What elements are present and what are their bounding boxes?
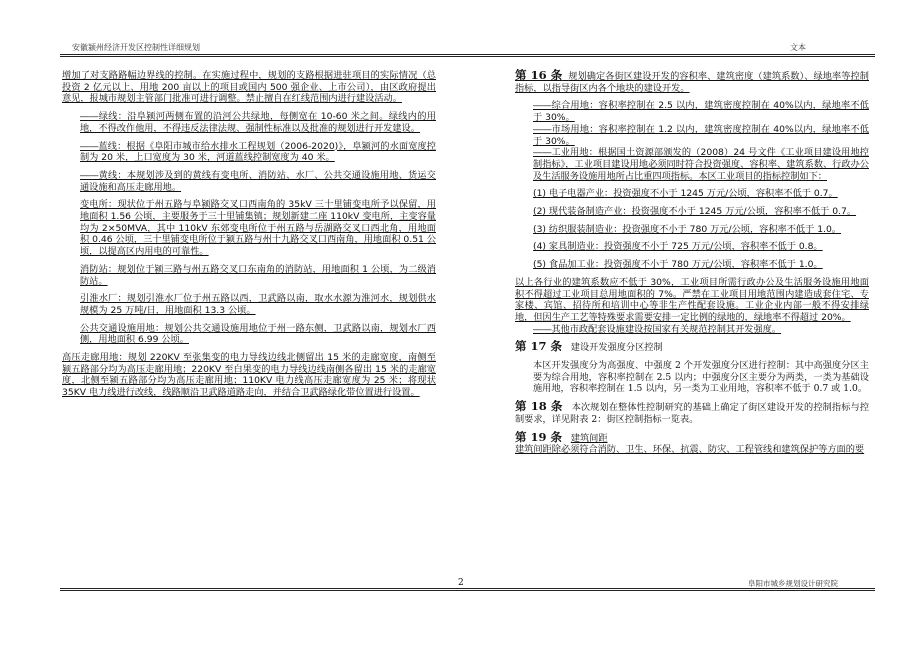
article-17-heading	[515, 341, 869, 354]
article-16-text: 规划确定各街区建设开发的容积率、建筑密度（建筑系数）、绿地率等控制指标，以指导街区内各个地块的建设开发。	[515, 71, 869, 94]
article-16-other-facilities: ――其他市政配套设施建设按国家有关规范控制其开发强度。	[533, 323, 782, 335]
footer-institute: 阜阳市城乡规划设计研究院	[748, 579, 838, 588]
article-16-item-market-land: ――市场用地：容积率控制在 1.2 以内，建筑密度控制在 40%以内，绿地率不低于 30%。	[533, 123, 869, 147]
paragraph-yellow-line: ――黄线：本规划涉及到的黄线有变电所、消防站、水厂、公共交通设施用地、货运交通设施和高压走廊用地。	[80, 169, 436, 193]
article-17-number: 第 17 条	[515, 339, 563, 354]
right-column	[515, 70, 869, 456]
article-16-item-electronics: (1) 电子电器产业：投资强度不小于 1245 万元/公顷，容积率不低于 0.7。	[533, 188, 838, 200]
header-document-title: 安徽颍州经济开发区控制性详细规划	[72, 43, 200, 52]
footer-rule-thick	[60, 590, 875, 591]
article-16-item-food: (5) 食品加工业：投资强度不小于 780 万元/公顷，容积率不低于 1.0。	[533, 259, 823, 271]
paragraph-blue-line: ――蓝线：根据《阜阳市城市给水排水工程规划（2006-2020)》，阜颍河的水面宽度控制为 20 米，上口宽度为 30 米，河道蓝线控制宽度为 40 米。	[80, 140, 436, 164]
article-18-number: 第 18 条	[515, 399, 563, 414]
article-18-text: 本次规划在整体性控制研究的基础上确定了街区建设开发的控制指标与控制要求，详见附表 2：街区控制指标一览表。	[515, 402, 870, 425]
header-rule-thin	[60, 56, 875, 57]
article-19-title: 建筑间距	[570, 432, 608, 444]
article-16-item-industrial-land: ――工业用地：根据国土资源部颁发的（2008）24 号文件《工业项目建设用地控制指标》，工业项目建设用地必须同时符合投资强度、容积率、建筑系数、行政办公及生活服务设施用地所占比重四项指标。本区工业项目的指标控制如下：	[533, 147, 869, 182]
paragraph-water-plant: 引淮水厂：规划引淮水厂位于州五路以西，卫武路以南，取水水源为淮河水，规划供水规模为 25 万吨/日，用地面积 13.3 公顷。	[80, 293, 436, 316]
article-16	[515, 70, 869, 94]
paragraph-green-line: ――绿线：沿阜颍河两侧布置的沿河公共绿地，每侧宽在 10-60 米之间。绿线内的用地，不得改作他用，不得违反法律法规、强制性标准以及批准的规划进行开发建设。	[80, 111, 436, 134]
article-16-item-textile: (3) 纺织服装制造业：投资强度不小于 780 万元/公顷，容积率不低于 1.0。	[533, 223, 841, 235]
article-16-item-furniture: (4) 家具制造业：投资强度不小于 725 万元/公顷，容积率不低于 0.8。	[533, 241, 823, 253]
article-18	[515, 401, 869, 425]
article-16-building-coverage: 以上各行业的建筑系数应不低于 30%，工业项目所需行政办公及生活服务设施用地面积不得超过工业项目总用地面积的 7%。严禁在工业项目用地范围内建造成套住宅、专家楼、宾馆、招待所和培训中心等非生产性配套设施。工业企业内部一般不得安排绿地，但因生产工艺等特殊要求需要安排一定比例的绿地的，绿地率不得超过 20%。	[515, 276, 869, 323]
article-16-item-equipment: (2) 现代装备制造产业：投资强度不小于 1245 万元/公顷，容积率不低于 0.7。	[533, 206, 857, 218]
article-19-text: 建筑间距除必须符合消防、卫生、环保、抗震、防灾、工程管线和建筑保护等方面的要	[515, 444, 865, 456]
paragraph-high-voltage-corridor: 高压走廊用地：规划 220KV 至张集变的电力导线边线北侧留出 15 米的走廊宽度，南侧至颍五路部分均为高压走廊用地；220KV 至白果变的电力导线边线南侧各留出 15 米的走廊宽度，北侧至颍五路部分均为高压走廊用地；110KV 电力线高压走廊宽度为 25 米；将现状 35KV 电力线进行改线，线路顺沿卫武路道路走向，并结合卫武路绿化带位置进行设置。	[62, 352, 436, 399]
article-16-item-comprehensive-land: ――综合用地：容积率控制在 2.5 以内，建筑密度控制在 40%以内，绿地率不低于 30%。	[533, 100, 869, 124]
left-column	[62, 70, 436, 399]
article-19-number: 第 19 条	[515, 429, 563, 444]
paragraph-substation: 变电所：现状位于州五路与阜颍路交叉口西南角的 35kV 三十里铺变电所予以保留，用地面积 1.56 公顷，主要服务于三十里铺集镇；规划新建二座 110kV 变电所，主变容量均为 2×50MVA，其中 110kV 东郊变电所位于州五路与岳湖路交叉口西北角，用地面积 0.46 公顷，三十里铺变电所位于颍五路与州十九路交叉口西南角，用地面积 0.51 公顷，以提高区内用电的可靠性。	[80, 199, 436, 258]
article-17-text: 本区开发强度分为高强度、中强度 2 个开发强度分区进行控制：其中高强度分区主要为综合用地，容积率控制在 2.5 以内；中强度分区主要分为两类，一类为基础设施用地，容积率控制在 1.5 以内，另一类为工业用地，容积率不低于 0.7 或 1.0。	[533, 360, 869, 395]
paragraph-branch-road-control: 增加了对支路路幅边界线的控制。在实施过程中，规划的支路根据进驻项目的实际情况（总投资 2 亿元以上、用地 200 亩以上的项目或国内 500 强企业、上市公司），由区政府提出意见，报城市规划主管部门批准可进行调整。禁止擅自在红线范围内进行建设活动。	[62, 70, 436, 105]
article-16-number: 第 16 条	[515, 68, 563, 82]
paragraph-fire-station: 消防站：规划位于颍三路与州五路交叉口东南角的消防站，用地面积 1 公顷，为二级消防站。	[80, 263, 436, 287]
page-number: 2	[458, 578, 464, 588]
article-19-heading	[515, 429, 869, 445]
paragraph-public-transport: 公共交通设施用地：规划公共交通设施用地位于州一路东侧，卫武路以南，规划水厂西侧，用地面积 6.99 公顷。	[80, 322, 436, 346]
article-17-title: 建设开发强度分区控制	[570, 342, 663, 354]
header-rule-thick	[60, 54, 875, 55]
header-section-label: 文本	[790, 43, 806, 52]
